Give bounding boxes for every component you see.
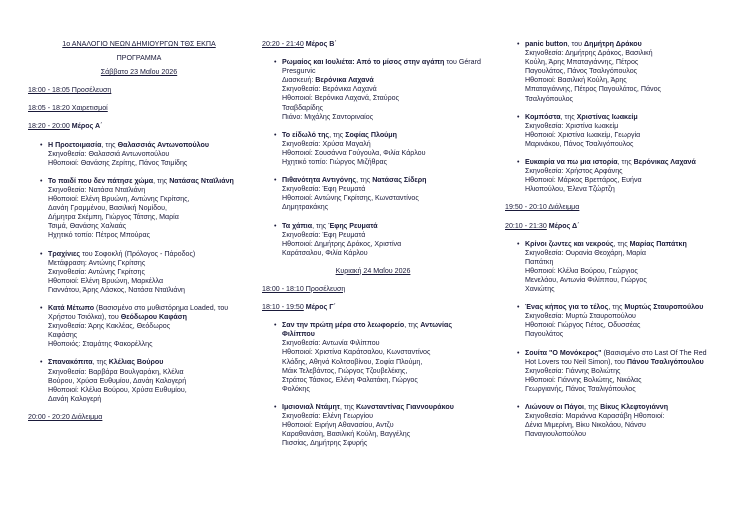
slot-part-d xyxy=(505,222,717,231)
item-title: Τα χάπια xyxy=(282,221,313,230)
item-heading xyxy=(525,40,717,49)
item-credit-line: Παναγιουλοπούλου xyxy=(525,430,586,439)
program-item xyxy=(28,141,250,168)
bullet-icon: • xyxy=(40,249,43,258)
item-credit-line: Παγουλάτος, Πάνος Τσαλιγόπουλος xyxy=(525,67,638,76)
program-item xyxy=(262,176,484,212)
adaptation-name: Βερόνικα Λαχανά xyxy=(315,76,374,85)
column-2 xyxy=(262,40,484,457)
item-title: Το παιδί που δεν πάτησε χώμα xyxy=(48,176,154,185)
item-credit-line: Σκηνοθεσία: Αντωνία Φιλίππου xyxy=(282,339,380,348)
item-title: Κατά Μέτωπο xyxy=(48,303,95,312)
item-credit-line: Μετάφραση: Αντώνης Γκρίτσης xyxy=(48,258,146,267)
item-credit-line: Μάικ Τελεβάντος, Γιώργος Τζουβελέκης, xyxy=(282,366,408,375)
item-credit-line: Κούλη, Άρης Μπαταγιάννης, Πέτρος xyxy=(525,58,639,67)
item-heading xyxy=(282,131,484,140)
item-title: Σουίτα "Ο Μονόκερος" xyxy=(525,348,602,357)
item-credit-line: Σκηνοθεσία: Χριστίνα Ιωακείμ xyxy=(525,121,619,130)
item-credit-line: Σκηνοθεσία: Νατάσα Νταϊλιάνη xyxy=(48,185,146,194)
item-title: Ρωμαίος και Ιουλιέτα: Από το μίσος στην αγάπη xyxy=(282,58,445,67)
bullet-icon: • xyxy=(517,112,520,121)
item-heading xyxy=(525,403,717,412)
item-credit-line: Δανάη Καλογερή xyxy=(48,394,102,403)
item-credit: , της xyxy=(608,303,623,312)
item-credit-line: Ηχητικό τοπίο: Γιώργος Μιζήθρας xyxy=(282,158,388,167)
item-credit-line: Ηθοποιοί: Κλέλια Βούρου, Γεώργιος xyxy=(525,266,638,275)
item-credit-line: Ηθοποιοί: Κλέλια Βούρου, Χρύσα Ευθυμίου, xyxy=(48,385,187,394)
item-credit-line: Τσιμά, Θανάσης Χαλιαάς xyxy=(48,222,127,231)
item-title: Λιώνουν οι Πάγοι xyxy=(525,403,585,411)
slot-part-c xyxy=(262,303,484,312)
item-title: Σπανακόπιτα xyxy=(48,358,93,367)
program-item xyxy=(505,349,717,394)
program-item xyxy=(262,131,484,167)
bullet-icon: • xyxy=(274,321,277,330)
item-credit-line: Καφάσης xyxy=(48,331,78,340)
item-credit-line: Δημητρακάκης xyxy=(282,203,329,212)
item-credit: , της xyxy=(560,112,575,121)
item-title: Κρίνοι ζωντες και νεκρούς xyxy=(525,239,614,248)
slot-part-c-time: 18:10 - 19:50 xyxy=(262,303,304,312)
item-credit-line: Πισσίας, Δημήτρης Σφυρής xyxy=(282,439,368,448)
item-title: Ένας κήπος για το τέλος xyxy=(525,303,609,312)
program-item xyxy=(505,240,717,295)
item-title: Πιθανότητα Αντιγόνης xyxy=(282,176,357,185)
item-author: Σοφίας Πλούμη xyxy=(345,130,397,139)
item-author: Θαλασσιάς Αντωνοπούλου xyxy=(117,140,209,149)
bullet-icon: • xyxy=(517,158,520,167)
item-title: Το είδωλό της xyxy=(282,130,330,139)
item-heading xyxy=(282,321,484,339)
item-credit: , της xyxy=(584,403,599,411)
item-credit: , του xyxy=(567,40,583,48)
item-heading xyxy=(48,141,250,150)
item-credit-line: Ηθοποιός: Σταμάτης Φακορέλλης xyxy=(48,340,153,349)
slot-part-a xyxy=(28,122,250,131)
item-credit-line: Δήμητρα Σκέμπη, Γιώργος Τάτσης, Μαρία xyxy=(48,213,179,222)
item-author: Θεόδωρου Καφάση xyxy=(120,313,187,322)
bullet-icon: • xyxy=(274,130,277,139)
item-credit-line: Ηθοποιοί: Θανάσης Ζερίτης, Πάνος Τσιμίδης xyxy=(48,158,188,167)
item-credit: , της xyxy=(617,158,632,167)
item-credit-line: Ηθοποιοί: Δημήτρης Δράκος, Χριστίνα xyxy=(282,239,402,248)
program-item xyxy=(28,177,250,241)
item-heading xyxy=(48,177,250,186)
program-item xyxy=(505,113,717,149)
slot-part-d-time: 20:10 - 21:30 xyxy=(505,221,547,230)
item-title: Σαν την πρώτη μέρα στο λεωφορείο xyxy=(282,321,405,330)
slot-part-b xyxy=(262,40,484,49)
item-author: Κωνσταντίνας Γιαννουράκου xyxy=(356,402,454,411)
program-heading: ΠΡΟΓΡΑΜΜΑ xyxy=(116,54,162,63)
slot-part-b-label: Μέρος Β΄ xyxy=(305,40,337,48)
item-credit-line: Δανάη Γραμμένου, Βασιλική Νομίδου, xyxy=(48,204,167,213)
item-heading xyxy=(48,358,250,367)
item-heading xyxy=(525,113,717,122)
program-item xyxy=(262,403,484,448)
bullet-icon: • xyxy=(274,221,277,230)
item-heading xyxy=(525,303,717,312)
bullet-icon: • xyxy=(40,303,43,312)
item-credit-line: Ηθοποιοί: Ειρήνη Αθανασίου, Αντζυ xyxy=(282,421,394,430)
program-item xyxy=(262,58,484,122)
item-credit-line: Ηθοποιοί: Χριστίνα Καράτσαλου, Κωνσταντίνος xyxy=(282,348,431,357)
item-author: Μαρίας Παπάτκη xyxy=(629,239,687,248)
item-credit: του Σοφοκλή (Πρόλογος - Πάροδος) xyxy=(80,249,196,258)
item-title: Κομπόστα xyxy=(525,112,561,121)
item-credit-line: Ηθοποιοί: Μάρκος Βρεττάρος, Ευήνα xyxy=(525,176,642,185)
bullet-icon: • xyxy=(517,40,520,48)
bullet-icon: • xyxy=(274,58,277,67)
day-2-date: Κυριακή 24 Μαΐου 2026 xyxy=(335,266,411,275)
item-credit-line: Γεωργιανής, Πάνος Τσαλιγόπουλος xyxy=(525,384,636,393)
item-credit-line: Σκηνοθεσία: Βαρβάρα Βουλγαράκη, Κλέλια xyxy=(48,367,184,376)
item-credit-line: Σκηνοθεσία: Αντώνης Γκρίτσης xyxy=(48,267,145,276)
adaptation-label: Διασκευή: xyxy=(282,76,316,85)
item-heading xyxy=(282,176,484,185)
item-author: Νατάσας Νταϊλιάνη xyxy=(169,176,234,185)
item-credit-line: Σκηνοθεσία: Έφη Ρευματά xyxy=(282,230,366,239)
slot-part-a-label: Μέρος Α΄ xyxy=(71,122,103,131)
item-author: Έφης Ρευματά xyxy=(328,221,378,230)
bullet-icon: • xyxy=(40,176,43,185)
item-credit-line: Παπάτκη xyxy=(525,257,554,266)
item-author: Μυρτώς Σταυροπούλου xyxy=(624,303,704,312)
item-credit: , της xyxy=(101,140,116,149)
item-credit-line: Ηθοποιοί: Χριστίνα Ιωακείμ, Γεωργία xyxy=(525,130,641,139)
program-item xyxy=(28,304,250,349)
bullet-icon: • xyxy=(517,348,520,357)
item-credit-line: Μενελάου, Αντωνία Φιλίππου, Γιώργος xyxy=(525,275,647,284)
item-author: Χριστίνας Ιωακείμ xyxy=(576,112,638,121)
item-credit-line: Χανιώτης xyxy=(525,285,555,294)
item-credit-line: Σκηνοθεσία: Άρης Κακλέας, Θεόδωρος xyxy=(48,322,171,331)
slot-part-b-time: 20:20 - 21:40 xyxy=(262,40,304,48)
slot-arrival-2: 18:00 - 18:10 Προσέλευση xyxy=(262,284,346,293)
item-credit: , της xyxy=(404,321,419,330)
bullet-icon: • xyxy=(40,358,43,367)
item-credit-line: Μπαταγιάννης, Πέτρος Παγουλάτος, Πάνος xyxy=(525,85,661,94)
item-author: Νατάσας Σίδερη xyxy=(372,176,427,185)
item-credit: (Βασισμένο στο Last Of The Red Hot Lovers του Neil Simon), του xyxy=(525,348,707,366)
item-heading xyxy=(525,240,717,249)
bullet-icon: • xyxy=(274,176,277,185)
bullet-icon: • xyxy=(517,403,520,411)
item-credit-line: Ηθοποιοί: Βερόνικα Λαχανά, Σταύρος xyxy=(282,94,400,103)
item-title: Ευκαιρία να πω μια ιστορία xyxy=(525,158,618,167)
item-credit: , της xyxy=(312,221,327,230)
item-credit-line: Γιαννάτου, Άρης Λάσκος, Νατάσα Νταϊλιάνη xyxy=(48,285,185,294)
bullet-icon: • xyxy=(517,303,520,312)
item-heading xyxy=(282,403,484,412)
item-credit: , της xyxy=(153,176,168,185)
item-heading xyxy=(282,58,484,76)
item-title: panic button xyxy=(525,40,568,48)
item-credit-line: Ηθοποιοί: Αντώνης Γκρίτσης, Κωνσταντίνος xyxy=(282,194,419,203)
item-heading xyxy=(525,349,717,367)
item-title: Τραχίνιες xyxy=(48,249,81,258)
bullet-icon: • xyxy=(517,239,520,248)
item-heading xyxy=(282,222,484,231)
slot-part-a-time: 18:20 - 20:00 xyxy=(28,122,70,131)
item-credit-line: Σκηνοθεσία: Μαριάννα Καρασάβη Ηθοποιοί: xyxy=(525,412,665,421)
item-credit-line: Φολόκης xyxy=(282,384,310,393)
item-credit-line: Ηθοποιοί: Γιάννης Βολιώτης, Νικόλας xyxy=(525,375,642,384)
item-credit-line: Σκηνοθεσία: Θαλασσιά Αντωνοπούλου xyxy=(48,149,170,158)
item-credit-line: Ηθοποιοί: Γιώργος Γιέτος, Οδυσσέας xyxy=(525,321,641,330)
item-credit-line: Πιάνο: Μιχάλης Σαντοριναίος xyxy=(282,112,374,121)
item-author: Πάνου Τσαλιγόπουλου xyxy=(626,357,704,366)
item-credit-line: Ηθοποιοί: Βασιλική Κούλη, Άρης xyxy=(525,76,627,85)
item-credit: , της xyxy=(329,130,344,139)
item-credit-line: Ηλιοπούλου, Έλενα Τζώρτζη xyxy=(525,185,615,194)
item-author: Αντωνίας Φιλίππου xyxy=(282,321,453,339)
item-credit: του Gérard Presgurvic xyxy=(282,58,481,76)
program-item xyxy=(505,158,717,194)
item-credit-line: Ηθοποιοί: Ελένη Βρυώνη, Μαρκέλλα xyxy=(48,276,164,285)
part-d-list xyxy=(505,240,717,449)
item-credit-line: Καράτσαλου, Φιλία Κάρλου xyxy=(282,248,368,257)
program-item xyxy=(505,303,717,339)
bullet-icon: • xyxy=(274,402,277,411)
item-author: Βερόνικας Λαχανά xyxy=(633,158,696,167)
item-author: Κλέλιας Βούρου xyxy=(108,358,164,367)
item-author: Δημήτρη Δράκου xyxy=(584,40,642,48)
part-a-list xyxy=(28,141,250,413)
program-item xyxy=(28,250,250,295)
item-credit-line: Σκηνοθεσία: Βερόνικα Λαχανά xyxy=(282,85,377,94)
day-1-date: Σάββατο 23 Μαΐου 2026 xyxy=(100,68,178,77)
item-heading xyxy=(525,158,717,167)
item-credit-line: Δένια Μιμερίνη, Βίκυ Νικολάου, Νάνσυ xyxy=(525,421,646,430)
program-item xyxy=(262,321,484,394)
program-item xyxy=(505,403,717,439)
slot-part-d-label: Μέρος Δ΄ xyxy=(548,221,580,230)
item-credit-line: Καραθανάση, Βασιλική Κούλη, Βαγγέλης xyxy=(282,430,411,439)
item-credit-line: Σκηνοθεσία: Έφη Ρευματά xyxy=(282,185,366,194)
item-credit-line: Σκηνοθεσία: Ελένη Γεωργίου xyxy=(282,412,373,420)
item-credit-line: Σκηνοθεσία: Μυρτώ Σταυροπούλου xyxy=(525,312,636,321)
item-credit-line: Σκηνοθεσία: Χρύσα Μαγαλή xyxy=(282,139,371,148)
item-credit-line: Κλάδης, Αθηνά Κολτσοβίνου, Σοφία Πλούμη, xyxy=(282,357,423,366)
item-credit: (Βασισμένο στο μυθιστόρημα Loaded, του Χρήστου Τσιόλκα), του xyxy=(48,303,229,322)
part-b-list xyxy=(262,58,484,267)
item-credit: , της xyxy=(356,176,371,185)
item-title: Η Προετοιμασία xyxy=(48,140,102,149)
item-author: Βίκυς Κλεφτογιάννη xyxy=(600,403,669,411)
program-item xyxy=(505,40,717,104)
program-item xyxy=(262,222,484,258)
item-credit-line: Στράτος Τάσκος, Ελένη Φαλατάκη, Γιώργος xyxy=(282,375,418,384)
item-credit-line: Σκηνοθεσία: Δημήτρης Δράκος, Βασιλική xyxy=(525,49,653,58)
slot-part-c-label: Μέρος Γ΄ xyxy=(305,303,336,312)
column-3 xyxy=(505,40,717,448)
item-credit-line: Βούρου, Χρύσα Ευθυμίου, Δανάη Καλογερή xyxy=(48,376,187,385)
item-adaptation xyxy=(282,76,484,85)
item-heading xyxy=(48,304,250,322)
item-credit-line: Ηθοποιοί: Ελένη Βρυώνη, Αντώνης Γκρίτσης, xyxy=(48,195,190,204)
item-credit-line: Σκηνοθεσία: Γιάννης Βολιώτης xyxy=(525,366,621,375)
slot-arrival-1: 18:00 - 18:05 Προσέλευση xyxy=(28,86,112,95)
item-credit: , της xyxy=(339,402,355,411)
bullet-icon: • xyxy=(40,140,43,149)
event-title: 1ο ΑΝΑΛΟΓΙΟ ΝΕΩΝ ΔΗΜΙΟΥΡΓΩΝ ΤΘΣ ΕΚΠΑ xyxy=(62,40,216,48)
part-c-list-continued xyxy=(505,40,717,203)
item-credit-line: Τσαλιγόπουλος xyxy=(525,94,573,103)
part-c-list xyxy=(262,321,484,457)
program-item xyxy=(28,358,250,403)
item-credit-line: Ηθοποιοί: Σουσάννα Γούγουλα, Φιλία Κάρλου xyxy=(282,148,426,157)
item-credit-line: Ηχητικό τοπίο: Πέτρος Μπούρας xyxy=(48,231,150,240)
item-credit-line: Σκηνοθεσία: Χρήστος Αρφάνης xyxy=(525,167,623,176)
item-credit: , της xyxy=(92,358,107,367)
item-credit-line: Σκηνοθεσία: Ουρανία Θεοχάρη, Μαρία xyxy=(525,248,646,257)
item-title: Ιμσιονιαλ Ντάμητ xyxy=(282,402,340,411)
item-credit-line: Μαρινάκου, Πάνος Τσαλιγόπουλος xyxy=(525,139,634,148)
item-credit-line: Παγουλάτος xyxy=(525,330,564,339)
slot-greetings: 18:05 - 18:20 Χαιρετισμοί xyxy=(28,104,108,113)
item-credit: , της xyxy=(613,239,628,248)
slot-break-2: 19:50 - 20:10 Διάλειμμα xyxy=(505,203,580,212)
slot-break-1: 20:00 - 20:20 Διάλειμμα xyxy=(28,412,103,421)
column-1 xyxy=(28,40,250,422)
item-heading xyxy=(48,250,250,259)
item-credit-line: Τσαβδαρίδης xyxy=(282,103,324,112)
